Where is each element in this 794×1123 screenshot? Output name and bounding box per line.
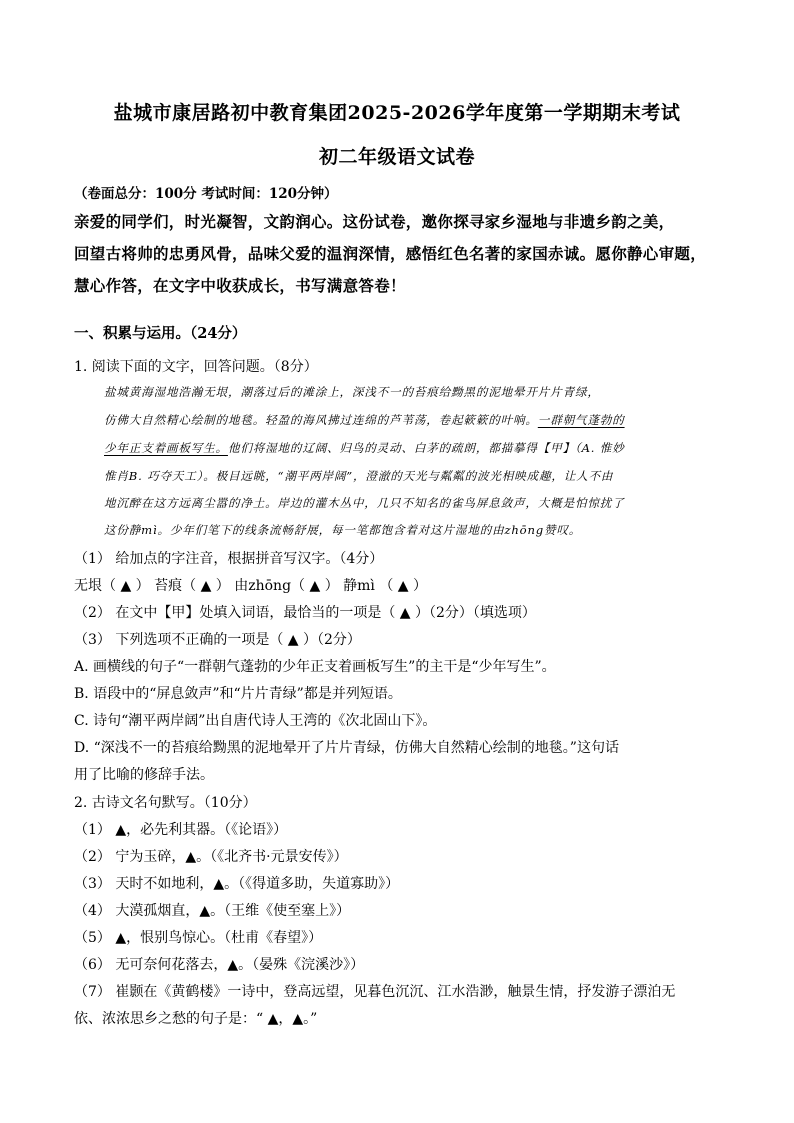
sub-question-3: （3） 下列选项不正确的一项是（ ▲ ）（2分） [74,632,361,648]
passage-line-3 [104,440,625,456]
question-1-stem: 1. 阅读下面的文字，回答问题。（8分） [74,359,318,375]
recitation-item: （1） ▲，必先利其器。（《论语》） [74,822,288,838]
option-b: B. 语段中的“屏息敛声”和“片片青绿”都是并列短语。 [74,686,402,702]
recitation-item: （3） 天时不如地利，▲。（《得道多助，失道寡助》） [74,876,400,892]
passage-line-1: 盐城黄海湿地浩瀚无垠，潮落过后的滩涂上，深浅不一的苔痕给黝黑的泥地晕开片片青绿， [104,385,600,399]
option-d-line-2: 用了比喻的修辞手法。 [74,767,214,783]
option-a: A. 画横线的句子“一群朝气蓬勃的少年正支着画板写生”的主干是“少年写生”。 [74,659,556,675]
option-d-line-1: D. “深浅不一的苔痕给黝黑的泥地晕开了片片青绿，仿佛大自然精心绘制的地毯。”这句话 [74,740,619,756]
exam-subtitle: 初二年级语文试卷 [318,146,475,168]
sub-question-1: （1） 给加点的字注音，根据拼音写汉字。（4分） [74,551,384,567]
passage-underline-part-1: 一群朝气蓬勃的 [537,413,625,427]
intro-line-2: 回望古将帅的忠勇风骨，品味父爱的温润深情，感悟红色名著的家国赤诚。愿你静心审题， [74,244,707,263]
exam-title: 盐城市康居路初中教育集团2025-2026学年度第一学期期末考试 [113,102,681,124]
option-c: C. 诗句“潮平两岸阔”出自唐代诗人王湾的《次北固山下》。 [74,713,437,729]
question-2-stem: 2. 古诗文名句默写。（10分） [74,795,257,811]
passage-line-2-text: 仿佛大自然精心绘制的地毯。轻盈的海风拂过连绵的芦苇荡，卷起簌簌的叶响。 [104,413,538,427]
exam-meta: （卷面总分：100分 考试时间：120分钟） [74,186,338,202]
passage-line-4: 惟肖B. 巧夺天工）。极目远眺，“潮平两岸阔”，澄澈的天光与粼粼的波光相映成趣，让人不由 [104,469,614,483]
sub-question-2: （2） 在文中【甲】处填入词语，最恰当的一项是（ ▲ ）（2分）（填选项） [74,605,536,621]
passage-underline-part-2: 少年正支着画板写生。 [104,441,228,455]
passage-line-3-text: 他们将湿地的辽阔、归鸟的灵动、白茅的疏朗，都描摹得【甲】（A. 惟妙 [227,441,625,455]
recitation-item: （4） 大漠孤烟直，▲。（王维《使至塞上》） [74,903,351,919]
intro-line-3: 慧心作答，在文字中收获成长，书写满意答卷！ [74,276,406,295]
recitation-item: （2） 宁为玉碎，▲。（《北齐书·元景安传》） [74,849,348,865]
passage-line-5: 地沉醉在这方远离尘嚣的净土。岸边的灌木丛中，几只不知名的雀鸟屏息敛声，大概是怕惊扰了 [104,496,625,510]
recitation-item: （7） 崔颢在《黄鹤楼》一诗中，登高远望，见暮色沉沉、江水浩渺，触景生情，抒发游子漂泊无 [74,984,676,1000]
recitation-item: 依、浓浓思乡之愁的句子是：“ ▲，▲。” [74,1011,318,1027]
recitation-item: （6） 无可奈何花落去，▲。（晏殊《浣溪沙》） [74,957,365,973]
intro-line-1: 亲爱的同学们，时光凝智，文韵润心。这份试卷，邀你探寻家乡湿地与非遗乡韵之美， [74,212,675,231]
sub-question-1-answers: 无垠（ ▲ ） 苔痕（ ▲ ） 由zhōng（ ▲ ） 静mì （ ▲ ） [74,578,428,594]
passage-line-6: 这份静mì。少年们笔下的线条流畅舒展，每一笔都饱含着对这片湿地的由zhōng赞叹。 [104,523,582,537]
recitation-item: （5） ▲，恨别鸟惊心。（杜甫《春望》） [74,930,323,946]
passage-line-2 [104,412,625,428]
section-heading: 一、积累与运用。（24分） [74,325,247,342]
